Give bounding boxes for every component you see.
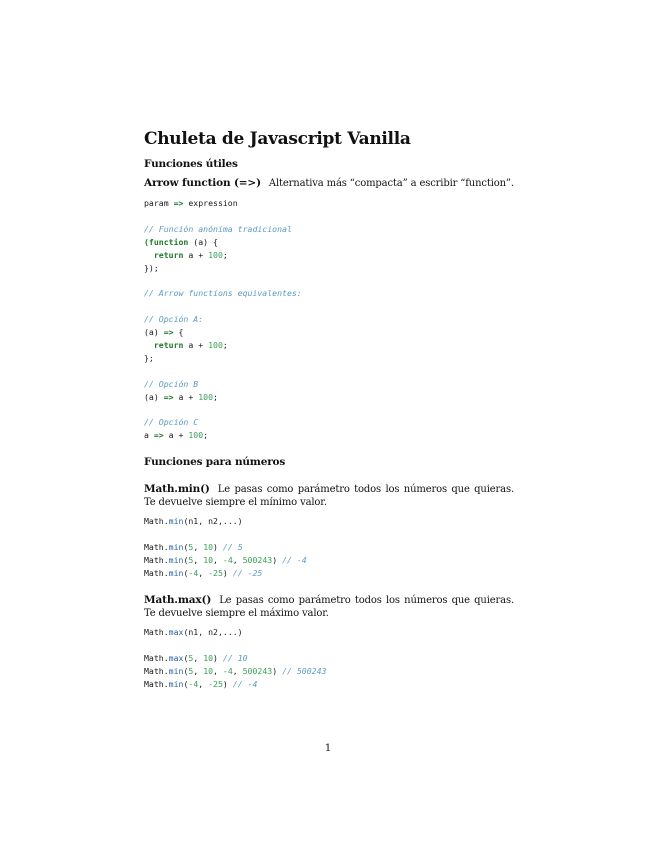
code-text: (n1, n2,...): [183, 516, 243, 526]
code-text: ): [272, 665, 283, 676]
code-text: a +: [163, 430, 189, 441]
code-line: [144, 652, 326, 665]
page-number: 1: [324, 743, 332, 754]
code-text: a +: [183, 249, 209, 260]
code-text: ,: [213, 665, 223, 676]
code-block-math-min: [144, 515, 307, 579]
code-line: [144, 223, 302, 236]
code-text: ,: [193, 652, 204, 663]
code-text: ): [213, 652, 223, 663]
code-number: 5: [188, 665, 194, 676]
code-text: (: [183, 567, 189, 578]
code-comment: // Opción C: [144, 417, 199, 428]
code-number: 10: [203, 554, 214, 565]
code-text: ,: [193, 665, 204, 676]
code-function: min: [168, 567, 184, 578]
code-operator: =>: [153, 430, 164, 441]
code-line: [144, 416, 302, 429]
code-line: [144, 391, 302, 404]
code-text: ,: [198, 678, 209, 689]
code-line: [144, 403, 302, 416]
code-number: 5: [188, 652, 194, 663]
code-line: [144, 528, 307, 541]
code-text: Math.: [144, 652, 169, 663]
code-number: -4: [188, 567, 199, 578]
code-number: 100: [188, 430, 204, 441]
code-block-arrow-syntax: [144, 197, 238, 210]
code-comment: // Arrow functions equivalentes:: [144, 288, 302, 299]
document-title: Chuleta de Javascript Vanilla: [144, 129, 411, 149]
code-number: 5: [188, 541, 194, 552]
code-text: (n1, n2,...): [183, 627, 243, 637]
code-comment: // Opción B: [144, 378, 199, 389]
code-keyword: return: [153, 249, 184, 260]
code-text: [144, 340, 154, 350]
code-line: [144, 352, 302, 365]
code-text: (: [183, 554, 189, 565]
arrow-function-description: Alternativa más “compacta” a escribir “function”.: [268, 178, 514, 189]
code-number: 100: [208, 340, 223, 351]
code-line: [144, 262, 302, 275]
code-comment: // -4: [232, 678, 258, 689]
code-text: Math.: [144, 627, 169, 637]
code-text: Math.: [144, 665, 169, 676]
code-text: Math.: [144, 541, 169, 552]
code-text: a +: [183, 340, 209, 351]
code-line: [144, 326, 302, 339]
code-text: param: [144, 198, 174, 208]
code-operator: =>: [163, 327, 174, 338]
code-text: Math.: [144, 516, 169, 526]
code-comment: // -4: [282, 554, 307, 565]
code-comment: // Función anónima tradicional: [144, 224, 292, 234]
code-text: ,: [213, 554, 223, 565]
code-comment: // 500243: [282, 665, 327, 676]
code-function: min: [168, 678, 184, 689]
code-operator: =>: [173, 198, 184, 208]
code-text: ): [272, 554, 283, 565]
code-number: -4: [222, 665, 233, 676]
math-max-description: Le pasas como parámetro todos los números que quieras. Te devuelve siempre el máximo valor.: [144, 595, 514, 619]
math-min-definition: [144, 483, 514, 509]
code-comment: // 10: [222, 652, 248, 663]
code-line: [144, 197, 238, 210]
code-text: [144, 250, 154, 260]
code-text: a: [144, 430, 154, 441]
code-text: (a) {: [188, 236, 218, 247]
code-text: ): [222, 567, 233, 578]
code-function: min: [168, 541, 184, 552]
code-text: ): [213, 541, 223, 552]
code-function: max: [168, 652, 184, 663]
code-line: [144, 365, 302, 378]
code-number: 100: [198, 391, 214, 402]
math-max-term: Math.max(): [144, 594, 212, 606]
code-number: -25: [208, 678, 223, 689]
math-min-term: Math.min(): [144, 483, 210, 495]
code-number: 5: [188, 554, 194, 565]
code-text: ;: [213, 391, 218, 402]
code-line: [144, 554, 307, 567]
code-text: Math.: [144, 554, 169, 565]
code-text: ): [222, 678, 233, 689]
code-text: (a): [144, 327, 164, 338]
code-text: {: [173, 327, 184, 338]
code-number: -4: [222, 554, 233, 565]
code-number: 500243: [242, 554, 273, 565]
math-max-definition: [144, 594, 514, 620]
arrow-function-term: Arrow function (=>): [144, 177, 261, 189]
code-line: [144, 275, 302, 288]
code-block-math-max: [144, 626, 326, 690]
code-text: ,: [193, 541, 204, 552]
code-function: max: [168, 627, 184, 637]
code-line: [144, 300, 302, 313]
code-number: 100: [208, 249, 223, 260]
code-number: 10: [203, 652, 214, 663]
code-comment: // -25: [232, 567, 263, 578]
code-text: a +: [173, 391, 199, 402]
code-number: 500243: [242, 665, 273, 676]
code-number: -4: [188, 678, 199, 689]
code-line: [144, 249, 302, 262]
code-line: [144, 665, 326, 678]
code-text: (a): [144, 391, 164, 402]
code-line: [144, 378, 302, 391]
code-text: ,: [232, 665, 243, 676]
code-text: };: [144, 352, 154, 363]
section-heading-useful-functions: Funciones útiles: [144, 158, 238, 170]
code-text: (: [183, 652, 189, 663]
code-line: [144, 236, 302, 249]
code-line: [144, 429, 302, 442]
code-number: 10: [203, 665, 214, 676]
code-function: min: [168, 665, 184, 676]
code-block-arrow-examples: [144, 223, 302, 442]
code-keyword: return: [153, 340, 184, 351]
section-heading-number-functions: Funciones para números: [144, 456, 286, 468]
code-number: -25: [208, 567, 223, 578]
code-text: (: [183, 541, 189, 552]
code-line: [144, 626, 326, 639]
code-text: ,: [198, 567, 209, 578]
code-text: Math.: [144, 567, 169, 578]
code-comment: // Opción A:: [144, 314, 204, 325]
code-operator: =>: [163, 391, 174, 402]
code-text: ,: [232, 554, 243, 565]
code-line: [144, 313, 302, 326]
code-keyword: (function: [144, 236, 189, 247]
code-text: ;: [222, 340, 228, 351]
code-text: ,: [193, 554, 204, 565]
code-line: [144, 678, 326, 691]
code-line: [144, 287, 302, 300]
code-line: [144, 515, 307, 528]
code-text: });: [144, 262, 159, 273]
code-line: [144, 339, 302, 352]
math-min-description: Le pasas como parámetro todos los números que quieras. Te devuelve siempre el mínimo valor.: [144, 484, 514, 508]
code-comment: // 5: [222, 541, 243, 552]
code-function: min: [168, 554, 184, 565]
code-line: [144, 639, 326, 652]
code-line: [144, 541, 307, 554]
code-line: [144, 567, 307, 580]
arrow-function-definition: [144, 177, 514, 190]
code-text: (: [183, 665, 189, 676]
code-text: expression: [183, 198, 238, 208]
code-number: 10: [203, 541, 214, 552]
code-text: ;: [203, 430, 209, 441]
code-text: Math.: [144, 678, 169, 689]
code-text: ;: [222, 249, 228, 260]
code-text: (: [183, 678, 189, 689]
code-function: min: [168, 516, 184, 526]
